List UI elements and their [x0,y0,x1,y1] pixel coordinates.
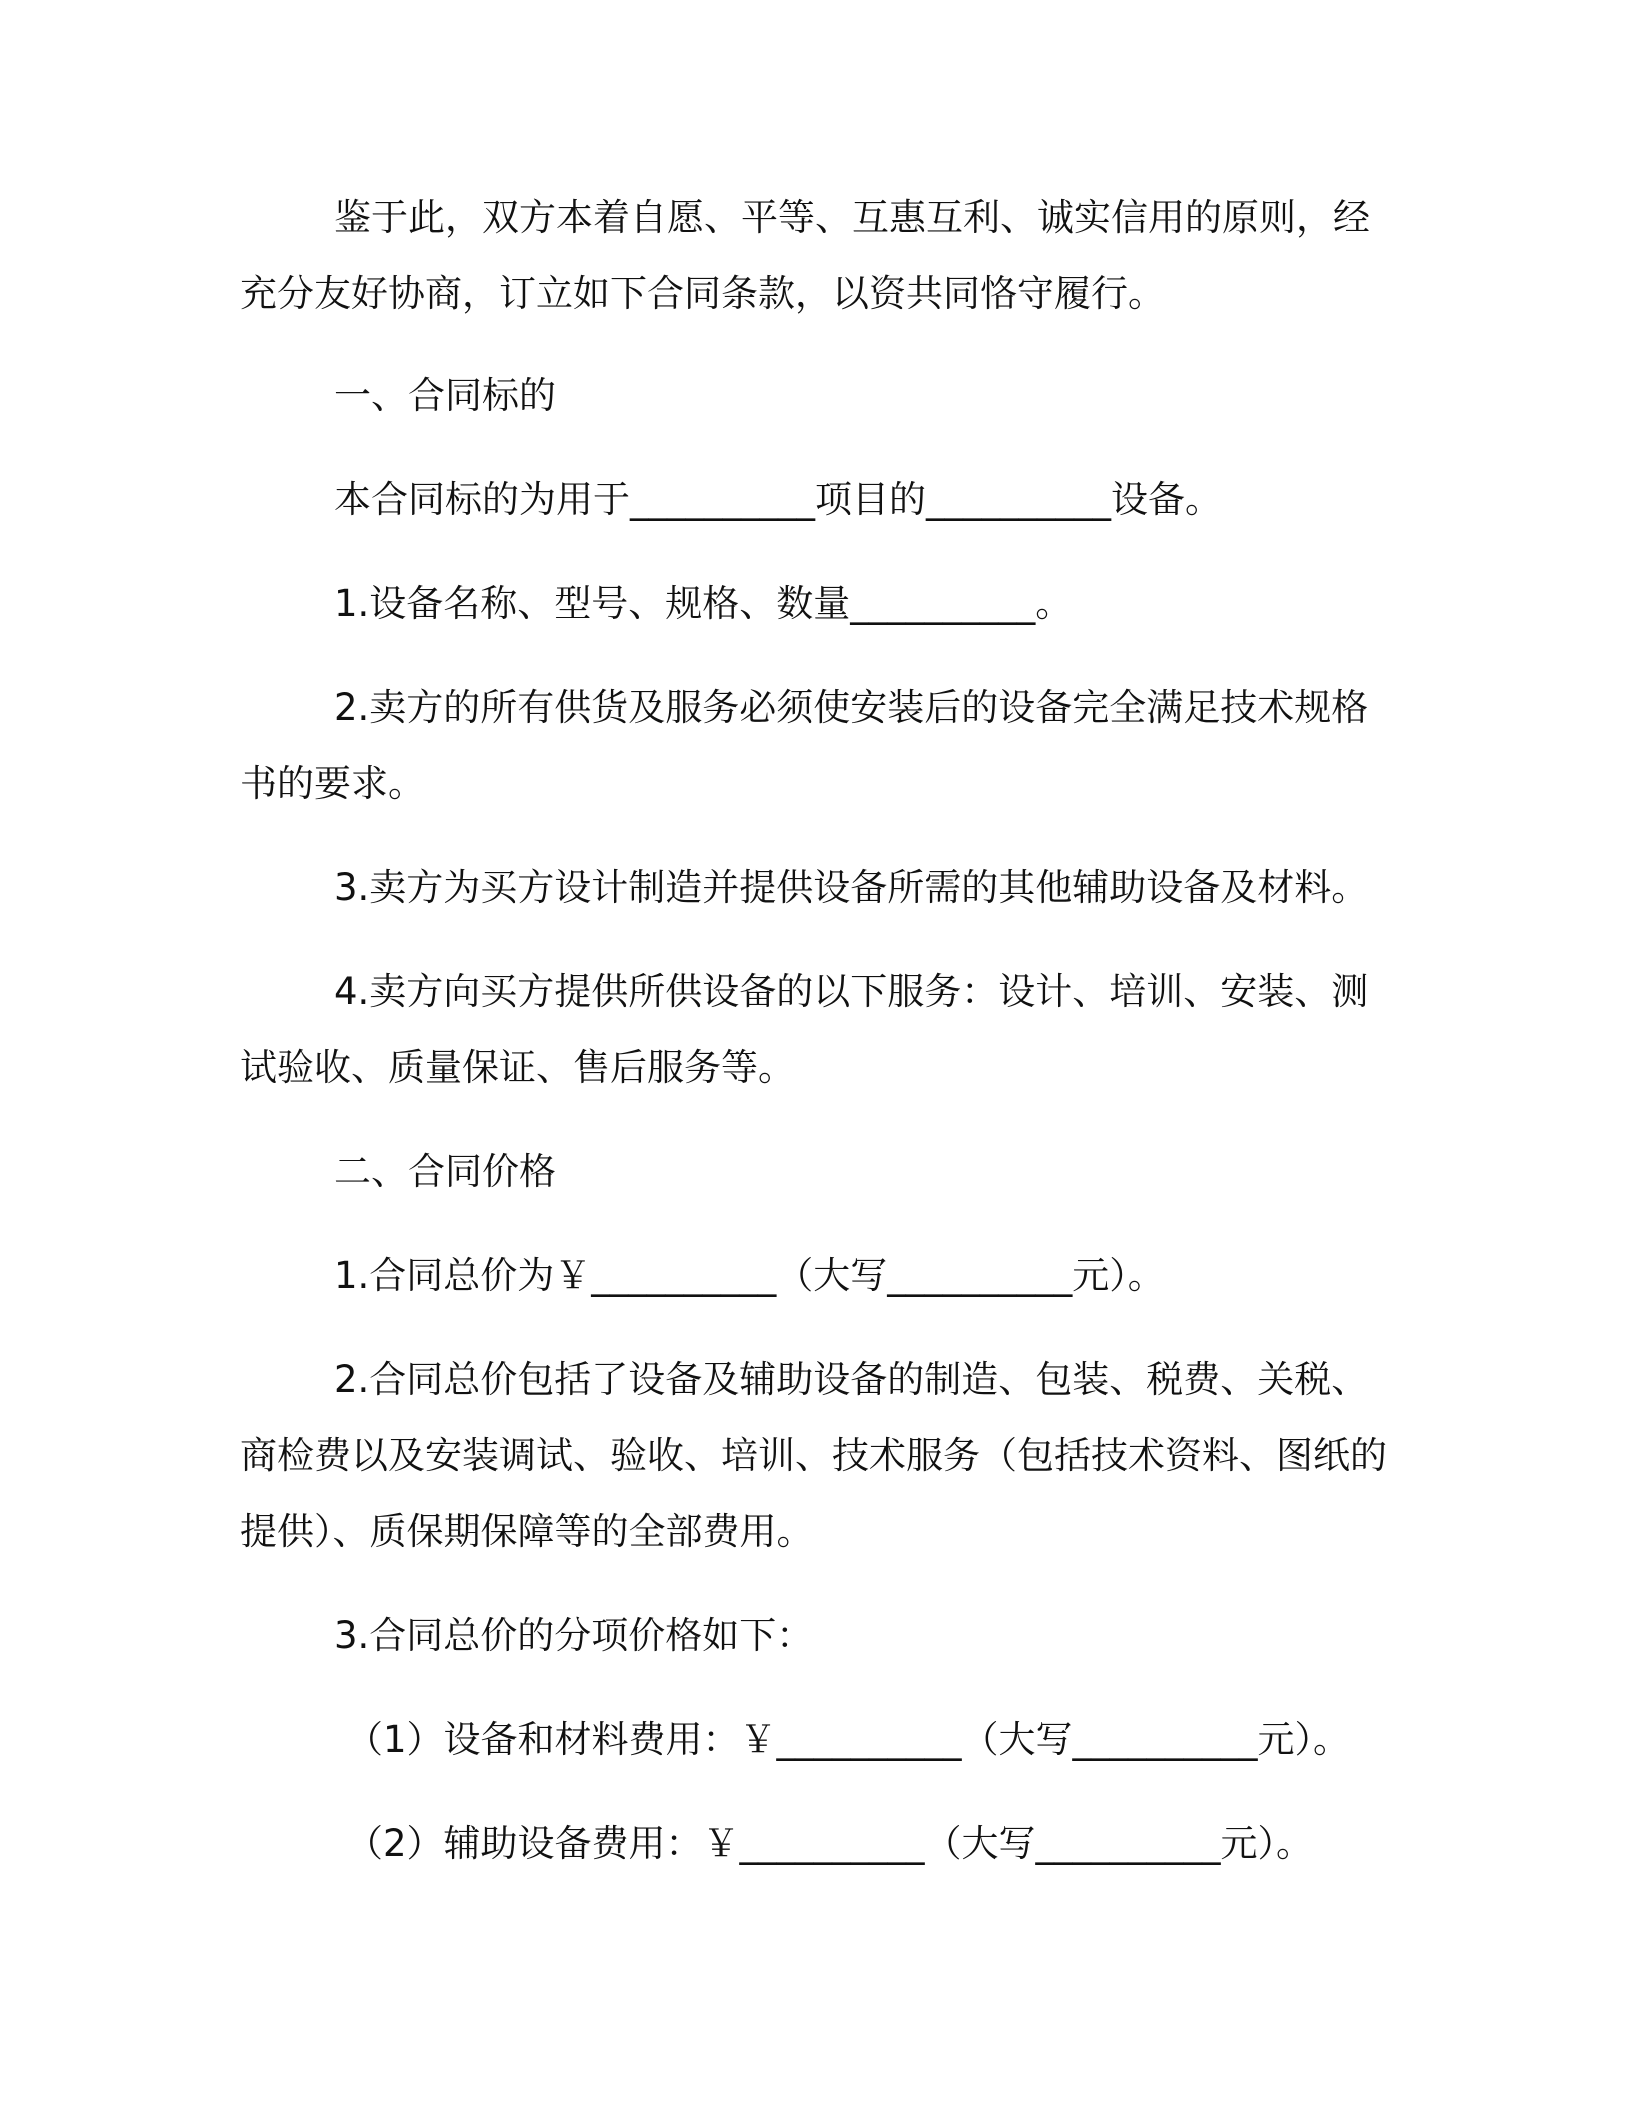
clause-1-2: 2.卖方的所有供货及服务必须使安装后的设备完全满足技术规格书的要求。 [240,686,1369,805]
price-item-1: （1）设备和材料费用：￥__________（大写__________元）。 [346,1718,1351,1761]
clause-1-3: 3.卖方为买方设计制造并提供设备所需的其他辅助设备及材料。 [334,866,1369,909]
section-heading-2: 二、合同价格 [334,1150,556,1193]
clause-1-1: 1.设备名称、型号、规格、数量__________。 [334,582,1073,625]
price-item-2: （2）辅助设备费用：￥__________（大写__________元）。 [346,1822,1314,1865]
clause-2-1: 1.合同总价为￥__________（大写__________元）。 [334,1254,1165,1297]
intro-paragraph: 鉴于此，双方本着自愿、平等、互惠互利、诚实信用的原则，经充分友好协商，订立如下合同条款，以资共同恪守履行。 [240,196,1370,315]
clause-2-3: 3.合同总价的分项价格如下： [334,1614,814,1657]
clause-1-4: 4.卖方向买方提供所供设备的以下服务：设计、培训、安装、测试验收、质量保证、售后服务等。 [240,970,1369,1089]
section-heading-1: 一、合同标的 [334,374,556,417]
contract-subject-paragraph: 本合同标的为用于__________项目的__________设备。 [334,478,1222,521]
clause-2-2: 2.合同总价包括了设备及辅助设备的制造、包装、税费、关税、商检费以及安装调试、验收、培训、技术服务（包括技术资料、图纸的提供）、质保期保障等的全部费用。 [240,1358,1387,1553]
